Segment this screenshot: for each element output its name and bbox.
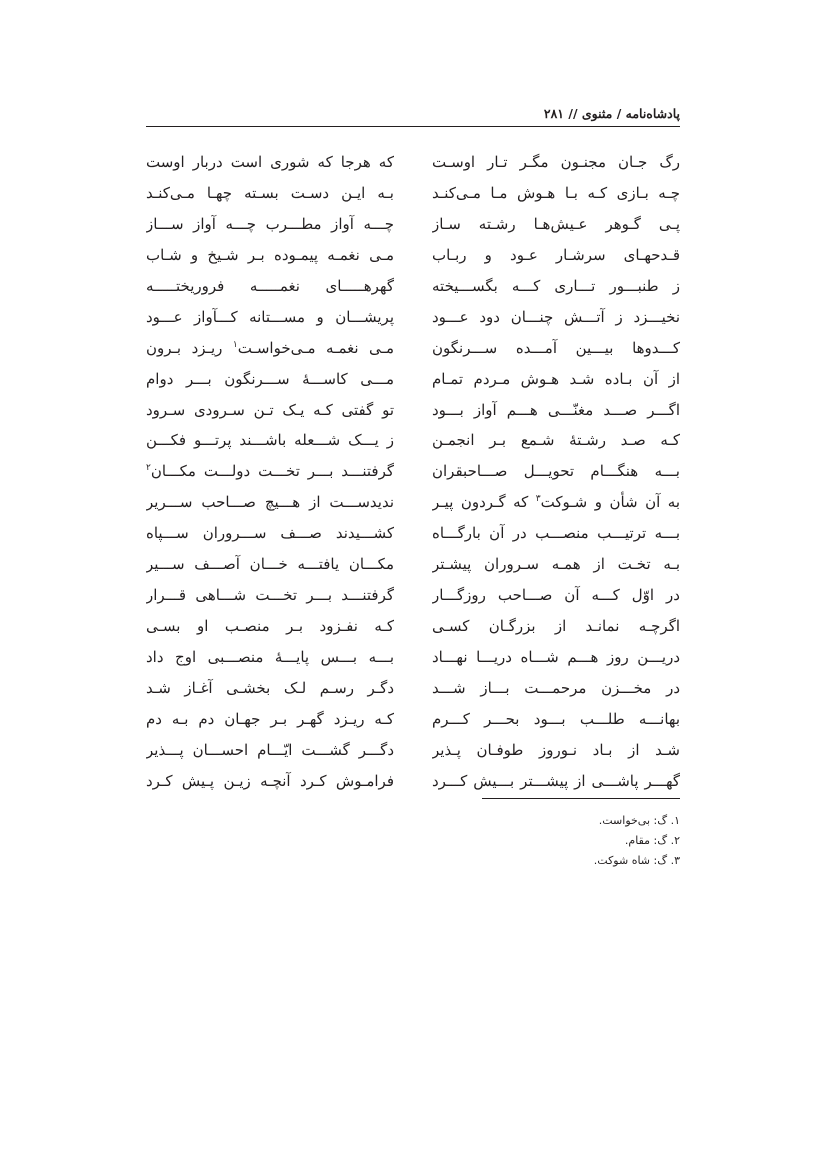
verse-line: کـه ریـزد گهـر بـر جهـان دم بـه دم xyxy=(146,709,394,728)
verse-line: گرفتنـــد بـــر تخـــت شـــاهی قـــرار xyxy=(146,586,394,605)
verse-line: نخیـــزد ز آتـــش چنـــان دود عـــود xyxy=(432,307,680,326)
verse-line xyxy=(146,337,394,368)
verse-line: اگرچـه نمانـد از بزرگـان کسـی xyxy=(432,617,680,636)
poem-column-left xyxy=(146,151,394,801)
verse-line: پریشـــان و مســـتانه کـــآواز عـــود xyxy=(146,307,394,326)
verse-line: کـــدوها بیـــین آمـــده ســـرنگون xyxy=(432,338,680,357)
verse-line: بـــه بـــس پایـــهٔ منصـــبی اوج داد xyxy=(146,648,394,666)
verse-line: مـــی کاســـهٔ ســـرنگون بـــر دوام xyxy=(146,369,394,388)
verse-line: تو گفتی کـه یـک تـن سـرودی سـرود xyxy=(146,400,394,419)
footnote: ۳. گ: شاه شوکت. xyxy=(593,854,680,867)
verse-line: ندیدســـت از هـــیچ صـــاحب ســـریر xyxy=(146,493,394,512)
footnote-marker: ۲ xyxy=(146,463,151,474)
verse-line: بـه ایـن دسـت بسـته چهـا مـی‌کنـد xyxy=(146,183,394,202)
running-header: پادشاه‌نامه / مثنوی // ۲۸۱ xyxy=(543,106,680,121)
footnote: ۱. گ: بی‌خواست. xyxy=(598,814,680,827)
verse-line: اگـــر صـــد مغنّـــی هـــم آواز بـــود xyxy=(432,400,680,419)
footnotes xyxy=(446,811,680,871)
verse-line: مکـــان یافتـــه خـــان آصـــف ســـیر xyxy=(146,555,394,574)
verse-line: قـدحهـای سرشـار عـود و ربـاب xyxy=(432,245,680,264)
verse-line: بـه تخـت از همـه سـروران پیشـتر xyxy=(432,555,680,574)
verse-line: پـی گـوهر عـیش‌هـا رشـته سـاز xyxy=(432,214,680,233)
verse-line: دگـر رسـم لـک بخشـی آغـاز شـد xyxy=(146,678,394,697)
footnote: ۲. گ: مقام. xyxy=(624,834,680,847)
verse-line: بـــه هنگـــام تحویـــل صـــاحبقران xyxy=(432,462,680,481)
verse-line: رگ جـان مجنـون مگـر تـار اوسـت xyxy=(432,153,680,171)
verse-line: گهـــر پاشـــی از پیشـــتر بـــیش کـــرد xyxy=(432,771,680,790)
verse-line: از آن بـاده شـد هـوش مـردم تمـام xyxy=(432,369,680,388)
header-rule xyxy=(146,126,680,127)
verse-line: ز طنبـــور تـــاری کـــه بگســـیخته xyxy=(432,276,680,295)
verse-text: ریـزد بـرون xyxy=(146,338,233,357)
verse-line: بهانـــه طلـــب بـــود بحـــر کـــرم xyxy=(432,709,680,728)
verse-line: ز یـــک شـــعله باشـــند پرتـــو فکـــن xyxy=(146,431,394,450)
verse-line: کـه نفـزود بـر منصـب او بسـی xyxy=(146,617,394,636)
verse-line: فرامـوش کـرد آنچـه زیـن پـیش کـرد xyxy=(146,771,394,790)
verse-line: در مخـــزن مرحمـــت بـــاز شـــد xyxy=(432,678,680,697)
verse-text: گرفتنـــد بـــر تخـــت دولـــت مکـــان xyxy=(150,462,394,481)
footnote-marker: ۱ xyxy=(232,339,238,350)
verse-line xyxy=(432,491,680,522)
verse-line: که هرجا که شوری است دربار اوست xyxy=(146,153,394,171)
verse-line: شـد از بـاد نـوروز طوفـان پـذیر xyxy=(432,740,680,759)
verse-line: گهرهـــــای نغمـــــه فروریختـــــه xyxy=(146,276,394,295)
verse-line: مـی نغمـه پیمـوده بـر شـیخ و شـاب xyxy=(146,245,394,264)
poem-column-right xyxy=(432,151,680,801)
verse-text: که گـردون پیـر xyxy=(432,493,536,512)
verse-text: مـی نغمـه مـی‌خواسـت xyxy=(237,338,394,357)
verse-line: کـه صـد رشـتهٔ شـمع بـر انجمـن xyxy=(432,431,680,450)
verse-line: بـــه ترتیـــب منصـــب در آن بارگـــاه xyxy=(432,524,680,543)
verse-line: چـــه آواز مطـــرب چـــه آواز ســـاز xyxy=(146,214,394,233)
verse-line xyxy=(146,460,394,491)
verse-line: دگـــر گشـــت ایّـــام احســـان پـــذیر xyxy=(146,740,394,759)
verse-line: چـه بـازی کـه بـا هـوش مـا مـی‌کنـد xyxy=(432,183,680,202)
footnote-marker: ۳ xyxy=(535,494,541,505)
footnote-rule xyxy=(482,798,680,799)
verse-line: دریـــن روز هـــم شـــاه دریـــا نهـــاد xyxy=(432,648,680,666)
verse-line: کشـــیدند صـــف ســـروران ســـپاه xyxy=(146,524,394,543)
verse-line: در اوّل کـــه آن صـــاحب روزگـــار xyxy=(432,586,680,605)
verse-text: به آن شأن و شـوکت xyxy=(540,493,680,512)
